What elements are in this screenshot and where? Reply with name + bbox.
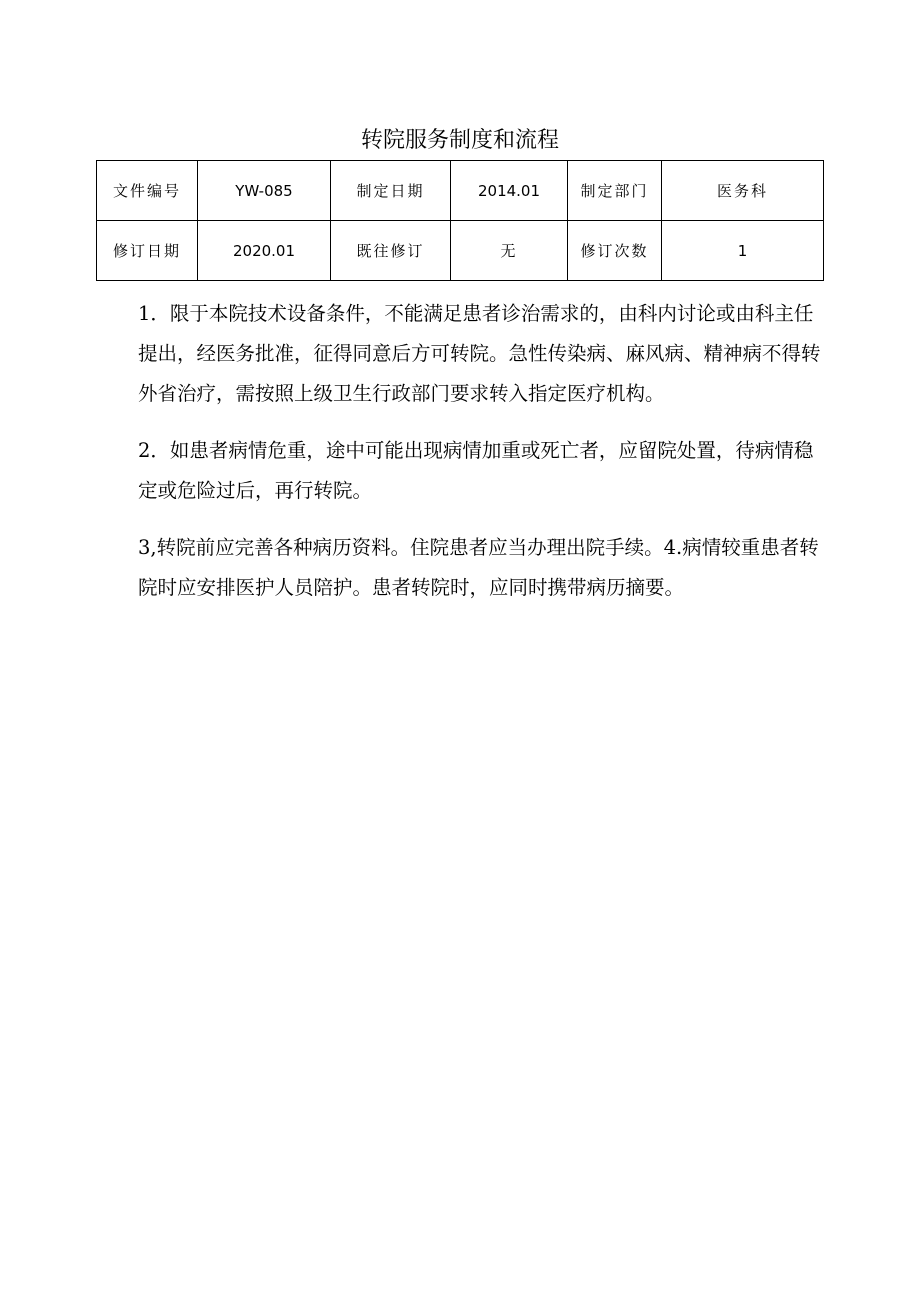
- previous-revision-label: 既往修订: [331, 221, 451, 281]
- paragraph-1: 1．限于本院技术设备条件，不能满足患者诊治需求的，由科内讨论或由科主任提出，经医务批准，征得同意后方可转院。急性传染病、麻风病、精神病不得转外省治疗，需按照上级卫生行政部门要求转入指定医疗机构。: [138, 302, 821, 405]
- file-number-value: YW-085: [198, 161, 331, 221]
- paragraph-3: 3,转院前应完善各种病历资料。住院患者应当办理出院手续。4.病情较重患者转院时应安排医护人员陪护。患者转院时，应同时携带病历摘要。: [138, 536, 819, 599]
- previous-revision-value: 无: [451, 221, 568, 281]
- issue-date-label: 制定日期: [331, 161, 451, 221]
- document-title: 转院服务制度和流程: [360, 128, 559, 153]
- document-body: [138, 294, 828, 625]
- document-info-table: [96, 160, 824, 281]
- department-label: 制定部门: [568, 161, 662, 221]
- department-value: 医务科: [662, 161, 824, 221]
- file-number-label: 文件编号: [97, 161, 198, 221]
- revision-count-value: 1: [662, 221, 824, 281]
- revision-date-label: 修订日期: [97, 221, 198, 281]
- revision-date-value: 2020.01: [198, 221, 331, 281]
- issue-date-value: 2014.01: [451, 161, 568, 221]
- revision-count-label: 修订次数: [568, 221, 662, 281]
- table-row: [97, 161, 824, 221]
- paragraph-2: 2．如患者病情危重，途中可能出现病情加重或死亡者，应留院处置，待病情稳定或危险过后，再行转院。: [138, 439, 814, 502]
- table-row: [97, 221, 824, 281]
